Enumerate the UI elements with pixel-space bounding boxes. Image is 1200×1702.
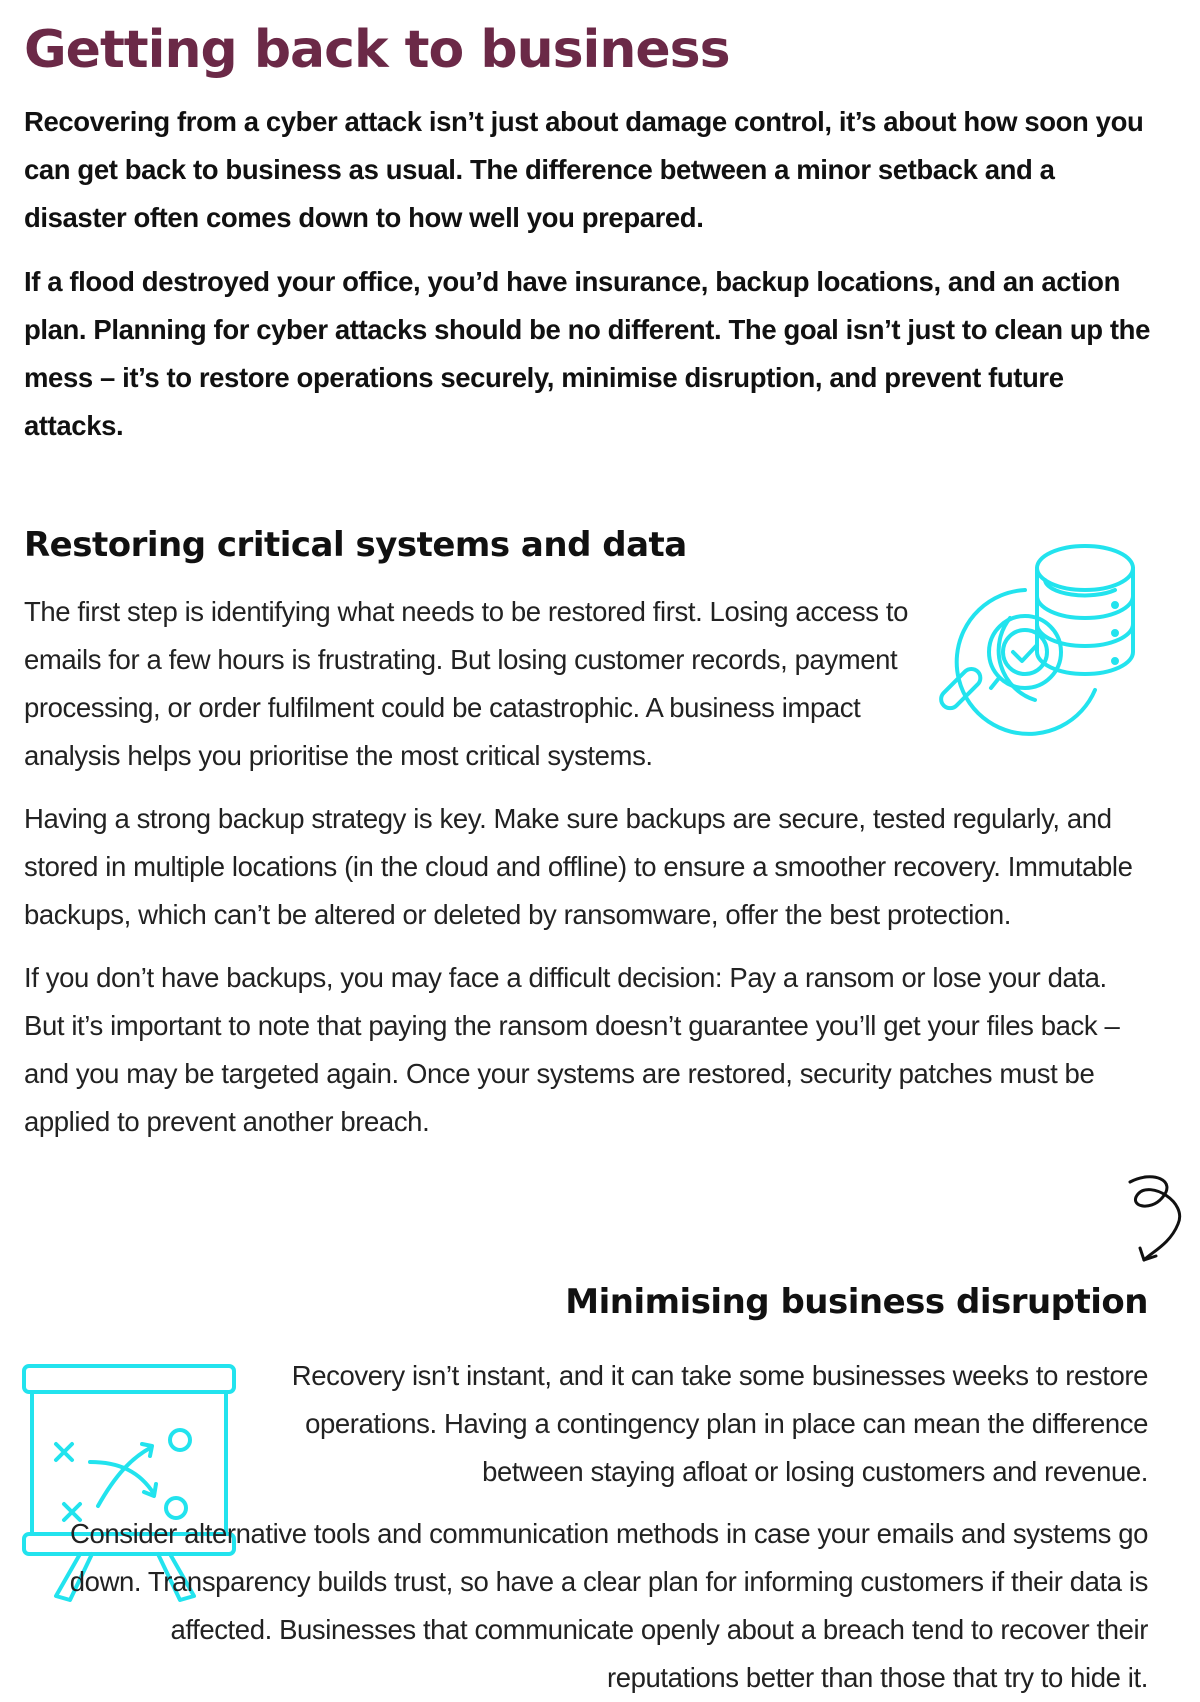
section1-paragraph-3: If you don’t have backups, you may face a difficult decision: Pay a ransom or lose your data. But it’s important to note that paying the ransom doesn’t guarantee you’ll get your files back – and you may be targeted again. Once your systems are restored, security patches must be applied to prevent another breach. (24, 962, 1120, 1137)
section2-paragraph-2: Consider alternative tools and communication methods in case your emails and systems go down. Transparency builds trust, so have a clear plan for informing customers if their data is affected. Businesses that communicate openly about a breach tend to recover their reputations better than those that try to hide it. (69, 1518, 1148, 1693)
section-heading-restoring: Restoring critical systems and data (24, 525, 687, 565)
intro-paragraph-1: Recovering from a cyber attack isn’t just about damage control, it’s about how soon you can get back to business as usual. The difference between a minor setback and a disaster often comes down to how well you prepared. (24, 106, 1144, 233)
intro-paragraph-2: If a flood destroyed your office, you’d have insurance, backup locations, and an action plan. Planning for cyber attacks should be no different. The goal isn’t just to clean up the mess – it’s to restore operations securely, minimise disruption, and prevent future attacks. (24, 266, 1150, 441)
page-title: Getting back to business (24, 20, 730, 80)
database-search-icon (925, 530, 1135, 760)
section2-paragraph-1: Recovery isn’t instant, and it can take some businesses weeks to restore operations. Having a contingency plan in place can mean the difference between staying afloat or losing customers and revenue. (291, 1360, 1148, 1487)
section1-paragraph-2: Having a strong backup strategy is key. Make sure backups are secure, tested regularly, and stored in multiple locations (in the cloud and offline) to ensure a smoother recovery. Immutable backups, which can’t be altered or deleted by ransomware, offer the best protection. (24, 803, 1133, 930)
curly-arrow-icon (1122, 1172, 1188, 1272)
section-heading-minimising: Minimising business disruption (565, 1282, 1148, 1322)
section1-paragraph-1: The first step is identifying what needs to be restored first. Losing access to emails for a few hours is frustrating. But losing customer records, payment processing, or order fulfilment could be catastrophic. A business impact analysis helps you prioritise the most critical systems. (24, 596, 908, 771)
